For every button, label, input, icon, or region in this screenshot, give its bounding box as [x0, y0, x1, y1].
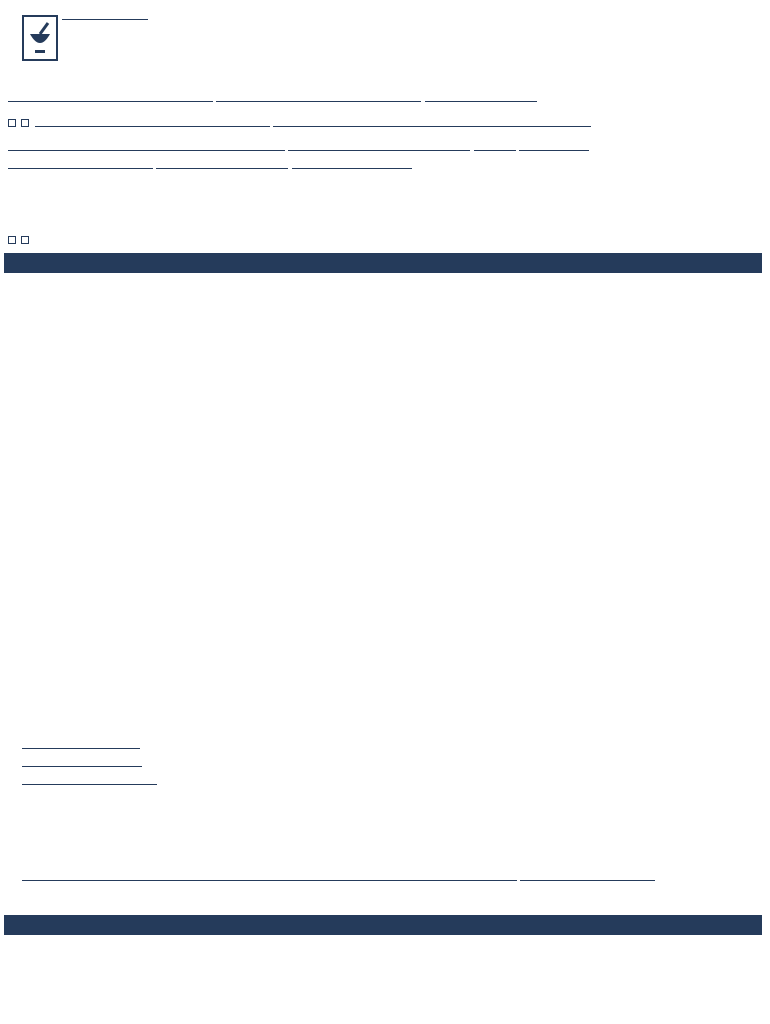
state-field[interactable]	[474, 141, 516, 151]
provider-name-field[interactable]	[156, 159, 288, 169]
address-row	[8, 140, 758, 154]
ssn-row	[8, 158, 758, 172]
male-checkbox[interactable]	[21, 119, 29, 127]
logo-divider	[62, 19, 148, 20]
disability-no-checkbox[interactable]	[21, 236, 29, 244]
exposure-date-row	[22, 757, 142, 770]
first-name-field[interactable]	[8, 92, 213, 102]
email-field[interactable]	[273, 117, 591, 127]
city-field[interactable]	[288, 141, 470, 151]
mortar-pestle-icon	[22, 15, 58, 61]
provider-phone-field[interactable]	[292, 159, 412, 169]
provider-header	[4, 915, 762, 935]
female-checkbox[interactable]	[8, 119, 16, 127]
ssn-field[interactable]	[8, 159, 153, 169]
home-address-field[interactable]	[8, 141, 285, 151]
screening-header	[4, 253, 762, 273]
signature-row	[22, 871, 655, 884]
disability-yes-checkbox[interactable]	[8, 236, 16, 244]
phone-field[interactable]	[35, 117, 270, 127]
exposure-date-field[interactable]	[22, 757, 142, 767]
dob-field[interactable]	[425, 92, 537, 102]
positive-test-date-row	[22, 739, 140, 752]
symptoms-question	[8, 678, 758, 694]
signature-field[interactable]	[22, 871, 517, 881]
positive-test-date-field[interactable]	[22, 739, 140, 749]
disability-row	[8, 233, 758, 247]
vaccine-date-field[interactable]	[22, 775, 157, 785]
gender-row	[8, 116, 758, 130]
pharmacy-logo	[22, 15, 148, 61]
zip-field[interactable]	[519, 141, 589, 151]
last-name-field[interactable]	[216, 92, 421, 102]
vaccine-date-row	[22, 775, 165, 788]
name-row	[8, 91, 758, 105]
signature-date-field[interactable]	[520, 871, 655, 881]
